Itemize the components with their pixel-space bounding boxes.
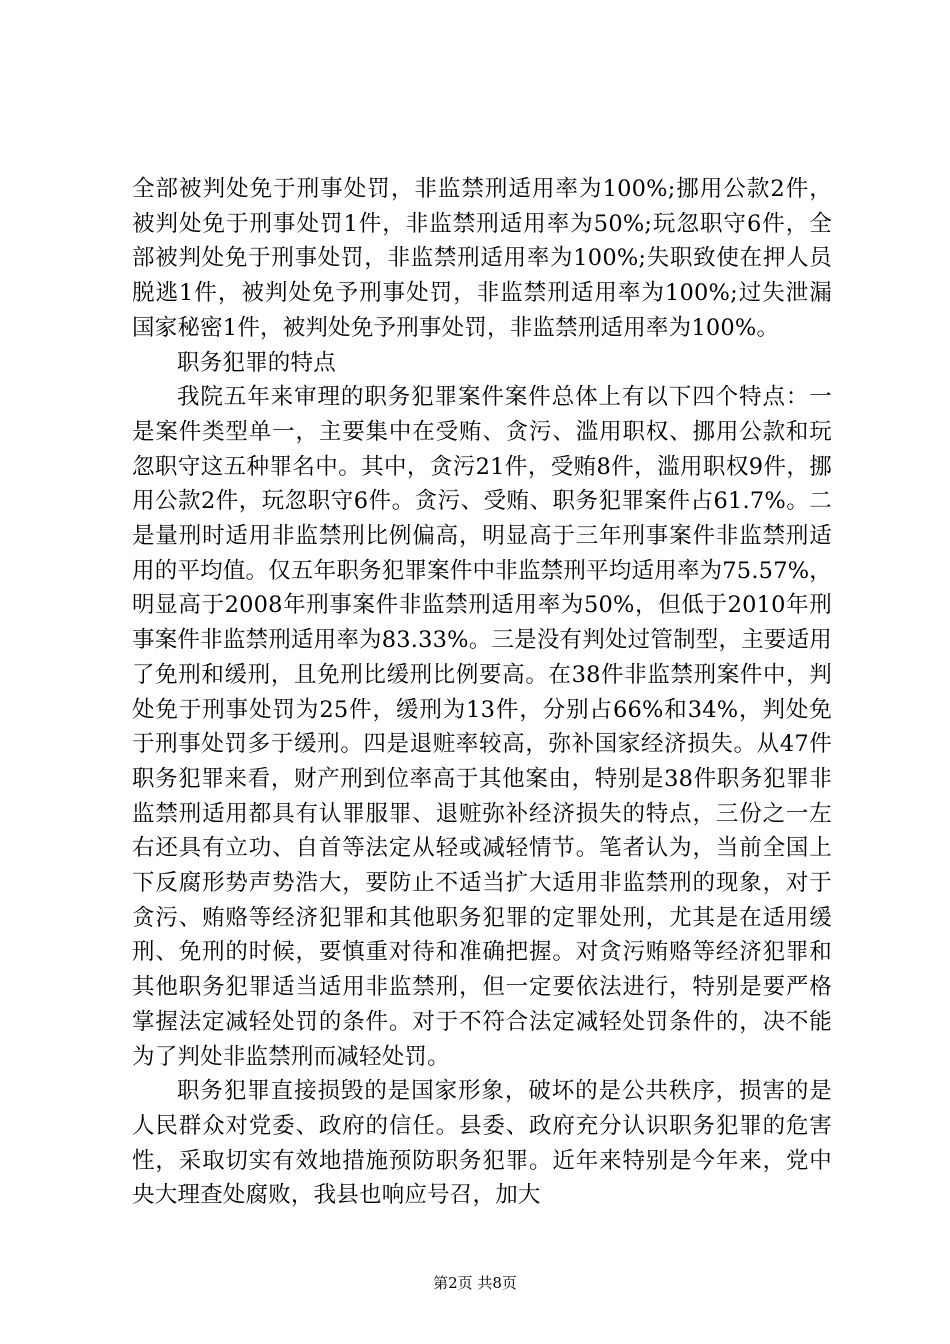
paragraph-four-characteristics: 我院五年来审理的职务犯罪案件案件总体上有以下四个特点：一是案件类型单一，主要集中在受贿、贪污、滥用职权、挪用公款和玩忽职守这五种罪名中。其中，贪污21件，受贿8件，滥用职权9件，挪用公款2件，玩忽职守6件。贪污、受贿、职务犯罪案件占61.7%。二是量刑时适用非监禁刑比例偏高，明显高于三年刑事案件非监禁刑适用的平均值。仅五年职务犯罪案件中非监禁刑平均适用率为75.57%，明显高于2008年刑事案件非监禁刑适用率为50%，但低于2010年刑事案件非监禁刑适用率为83.33%。三是没有判处过管制型，主要适用了免刑和缓刑，且免刑比缓刑比例要高。在38件非监禁刑案件中，判处免于刑事处罚为25件，缓刑为13件，分别占66%和34%，判处免于刑事处罚多于缓刑。四是退赃率较高，弥补国家经济损失。从47件职务犯罪来看，财产刑到位率高于其他案由，特别是38件职务犯罪非监禁刑适用都具有认罪服罪、退赃弥补经济损失的特点，三份之一左右还具有立功、自首等法定从轻或减轻情节。笔者认为，当前全国上下反腐形势声势浩大，要防止不适当扩大适用非监禁刑的现象，对于贪污、贿赂等经济犯罪和其他职务犯罪的定罪处刑，尤其是在适用缓刑、免刑的时候，要慎重对待和准确把握。对贪污贿赂等经济犯罪和其他职务犯罪适当适用非监禁刑，但一定要依法进行，特别是要严格掌握法定减轻处罚的条件。对于不符合法定减轻处罚条件的，决不能为了判处非监禁刑而减轻处罚。 bbox=[132, 384, 832, 1070]
section-heading-characteristics: 职务犯罪的特点 bbox=[177, 349, 336, 376]
paragraph-sentencing-rates: 全部被判处免于刑事处罚，非监禁刑适用率为100%;挪用公款2件，被判处免于刑事处罚1件，非监禁刑适用率为50%;玩忽职守6件，全部被判处免于刑事处罚，非监禁刑适用率为100%;失职致使在押人员脱逃1件，被判处免予刑事处罚，非监禁刑适用率为100%;过失泄漏国家秘密1件，被判处免予刑事处罚，非监禁刑适用率为100%。 bbox=[132, 176, 832, 341]
document-body bbox=[132, 172, 832, 1213]
page-footer-page-number: 第2页 共8页 bbox=[433, 1274, 517, 1292]
paragraph-prevention: 职务犯罪直接损毁的是国家形象，破坏的是公共秩序，损害的是人民群众对党委、政府的信任。县委、政府充分认识职务犯罪的危害性，采取切实有效地措施预防职务犯罪。近年来特别是今年来，党中央大理查处腐败，我县也响应号召，加大 bbox=[132, 1078, 832, 1209]
